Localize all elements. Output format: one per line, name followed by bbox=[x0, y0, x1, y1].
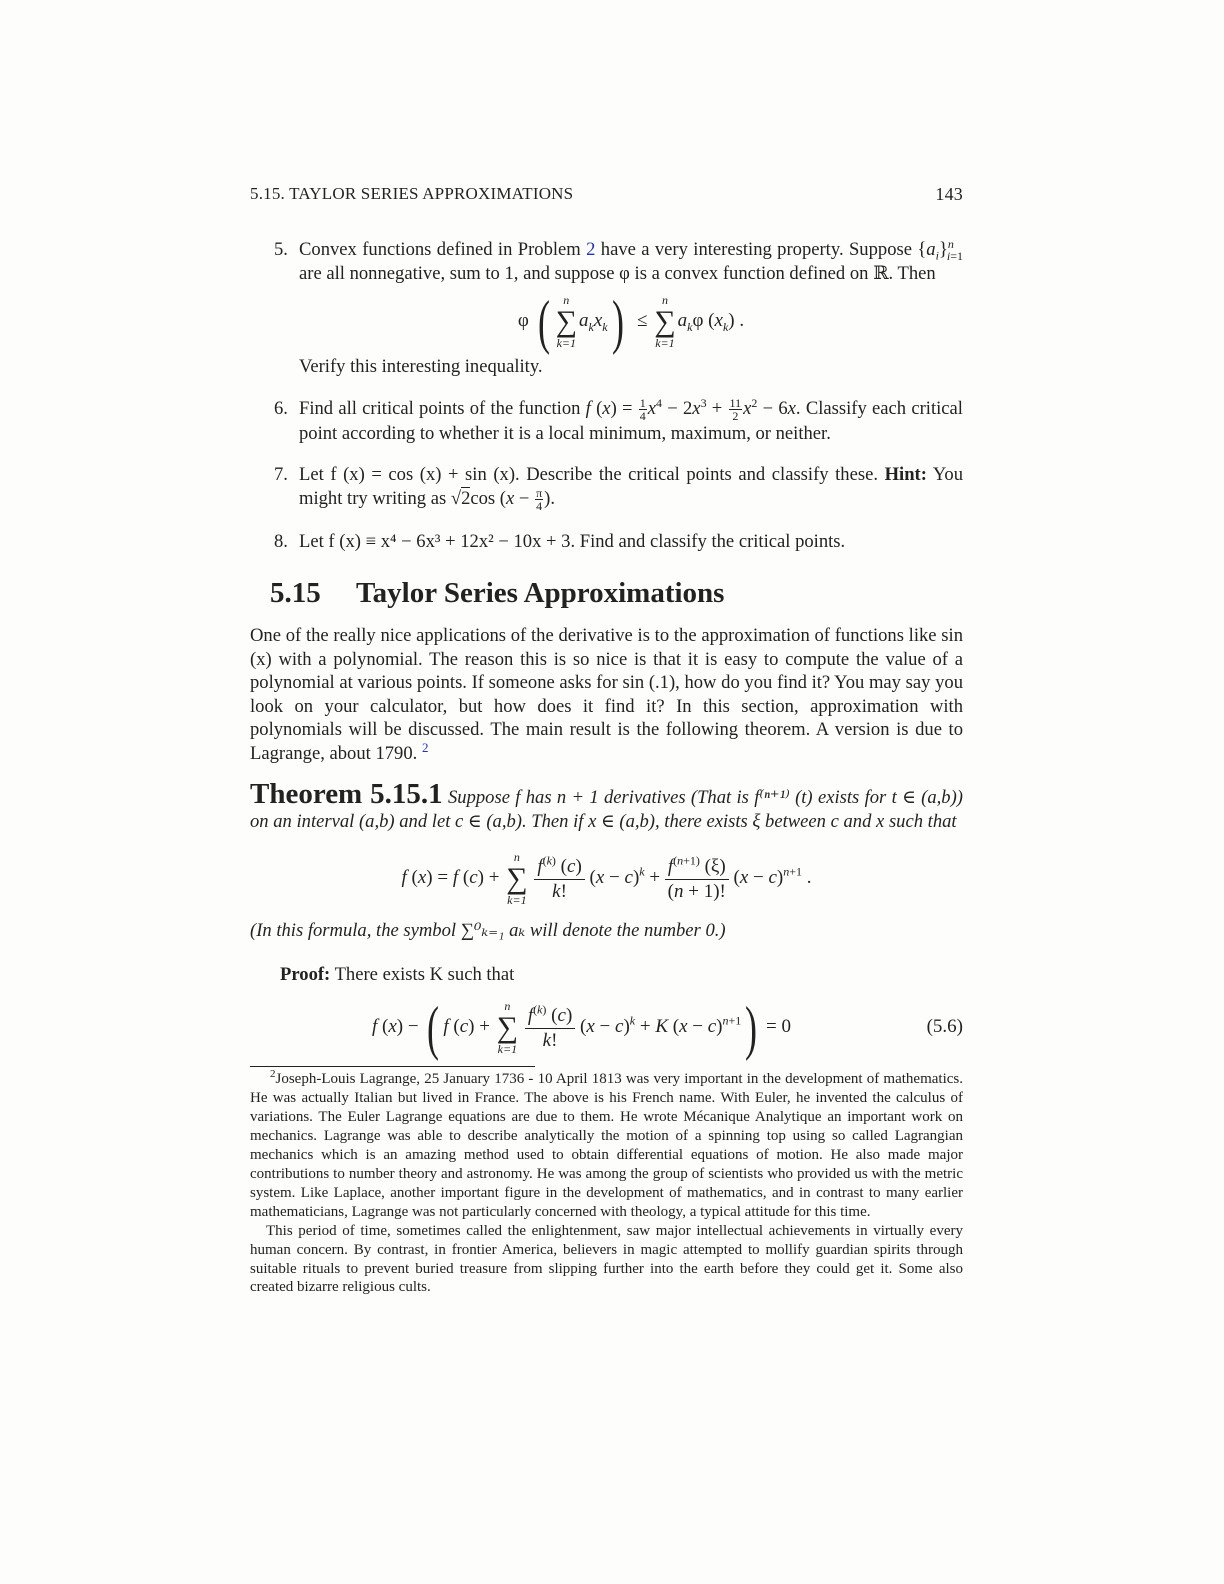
proof-label: Proof: bbox=[280, 963, 331, 985]
section-number: 5.15 bbox=[270, 577, 321, 610]
problem-text: Let f (x) = cos (x) + sin (x). Describe the critical points and classify these. bbox=[299, 464, 878, 486]
theorem bbox=[250, 778, 963, 833]
page-content bbox=[250, 184, 963, 1297]
intro-paragraph bbox=[250, 624, 963, 765]
problem-8 bbox=[250, 530, 963, 554]
header-section: 5.15. TAYLOR SERIES APPROXIMATIONS bbox=[250, 184, 574, 203]
footnote-rule bbox=[250, 1066, 535, 1067]
problem-text: have a very interesting property. Suppose bbox=[595, 239, 912, 260]
math-hint: √2cos (x − $\frac{\pi}{4}$ ). bbox=[450, 485, 555, 513]
problem-number: 6. bbox=[274, 397, 288, 419]
problem-text: Let f (x) ≡ x⁴ − 6x³ + 12x² − 10x + 3. Find and classify the critical points. bbox=[299, 530, 846, 552]
problem-text: Verify this interesting inequality. bbox=[299, 356, 543, 377]
problem-text: Classify each critical point according to whether it is a local minimum, maximum, or neither. bbox=[299, 397, 963, 444]
proof bbox=[250, 963, 963, 987]
footnote-continued bbox=[250, 1222, 963, 1298]
note-text: (In this formula, the symbol ∑⁰ₖ₌₁ aₖ will denote the number 0.) bbox=[250, 920, 726, 942]
proof-text: There exists K such that bbox=[334, 963, 515, 985]
intro-text: One of the really nice applications of the derivative is to the approximation of functions like sin (x) with a polynomial. The reason this is so nice is that it is easy to compute the value of a polynomial at various points. If someone asks for sin (.1), how do you find it? You may say you look on your calculator, but how does it find it? In this section, approximation with polynomials will be discussed. The main result is the following theorem. A version is due to Lagrange, about 1790. bbox=[250, 625, 963, 764]
math-sequence: $\{a_i\}^n_{i=1}$ bbox=[917, 236, 963, 263]
footnote-text: Joseph-Louis Lagrange, 25 January 1736 - 10 April 1813 was very important in the development of mathematics. He was actually Italian but lived in France. The above is his French name. With Euler, he invented the calculus of variations. The Euler Lagrange equations are due to them. He wrote Mécanique Analytique an important work on mechanics. Lagrange was able to describe analytically the motion of a spinning top using so called Lagrangian mechanics which is an amazing method used to obtain differential equations of motion. He also made major contributions to number theory and astronomy. He was among the group of scientists who provided us with the metric system. Like Laplace, another important figure in the development of mathematics, and in contrast to many earlier mathematicians, Lagrange was not particularly concerned with theology, a typical attitude for this time. bbox=[250, 1071, 963, 1220]
running-header bbox=[250, 184, 963, 205]
math-function: f (x) = $\frac{1}{4}$ $x^4 - 2x^3$ + $\frac{11}{2}$ $x^2 - 6x$. bbox=[585, 395, 801, 423]
problem-5 bbox=[250, 238, 963, 379]
problem-number: 5. bbox=[274, 239, 288, 260]
problem-number: 8. bbox=[274, 530, 288, 552]
footnote bbox=[250, 1070, 963, 1221]
problem-text: Convex functions defined in Problem bbox=[299, 239, 587, 260]
section-title: Taylor Series Approximations bbox=[356, 577, 725, 610]
section-heading bbox=[270, 577, 963, 610]
hint-label: Hint: bbox=[884, 464, 927, 486]
page-number: 143 bbox=[935, 184, 963, 204]
problem-text: You might try writing as bbox=[299, 464, 963, 509]
problem-number: 7. bbox=[274, 464, 288, 486]
taylor-formula: f (x) = f (c) + n ∑ k=1 $\frac{f^{(k)} (c)}{k!}$ $(x - c)^k$ + $\frac{f^{(n+1)} (\xi)}{(n + 1)!}$ $(x - c)^{n+1}$ . bbox=[401, 850, 812, 908]
footnote-ref-link[interactable]: 2 bbox=[421, 739, 429, 755]
problem-7 bbox=[250, 463, 963, 512]
theorem-note bbox=[250, 919, 963, 943]
problem-ref-link[interactable]: 2 bbox=[586, 239, 596, 260]
equation-number: (5.6) bbox=[926, 1016, 963, 1038]
problem-6 bbox=[250, 397, 963, 446]
jensen-inequality: φ ( n ∑ k=1 $a_kx_k$) ≤ n ∑ k=1 $a_k\varphi$ $(x_k)$ . bbox=[517, 288, 745, 355]
theorem-title: Theorem 5.15.1 bbox=[250, 778, 443, 811]
theorem-statement: Suppose f has n + 1 derivatives (That is f⁽ⁿ⁺¹⁾ (t) exists for t ∈ (a,b)) on an interval (a,b) and let c ∈ (a,b). Then if x ∈ (a,b), there exists ξ between c and x such that bbox=[250, 787, 963, 832]
problem-text: Find all critical points of the function bbox=[299, 397, 581, 419]
problem-text: are all nonnegative, sum to 1, and suppose φ is a convex function defined on ℝ. Then bbox=[299, 262, 936, 284]
equation-5-6: f (x) − ( f (c) + n ∑ k=1 $\frac{f^{(k)} (c)}{k!}$ $(x - c)^k + K$ $(x - c)^{n+1}) = 0$ (5.6) bbox=[372, 995, 963, 1062]
footnote-mark: 2 bbox=[270, 1068, 276, 1081]
footnote-text: This period of time, sometimes called the enlightenment, saw major intellectual achievements in virtually every human concern. By contrast, in frontier America, believers in magic attempted to mollify guardian spirits through suitable rituals to prevent buried treasure from slipping further into the earth before they could get it. Some also created bizarre religious cults. bbox=[250, 1222, 963, 1296]
